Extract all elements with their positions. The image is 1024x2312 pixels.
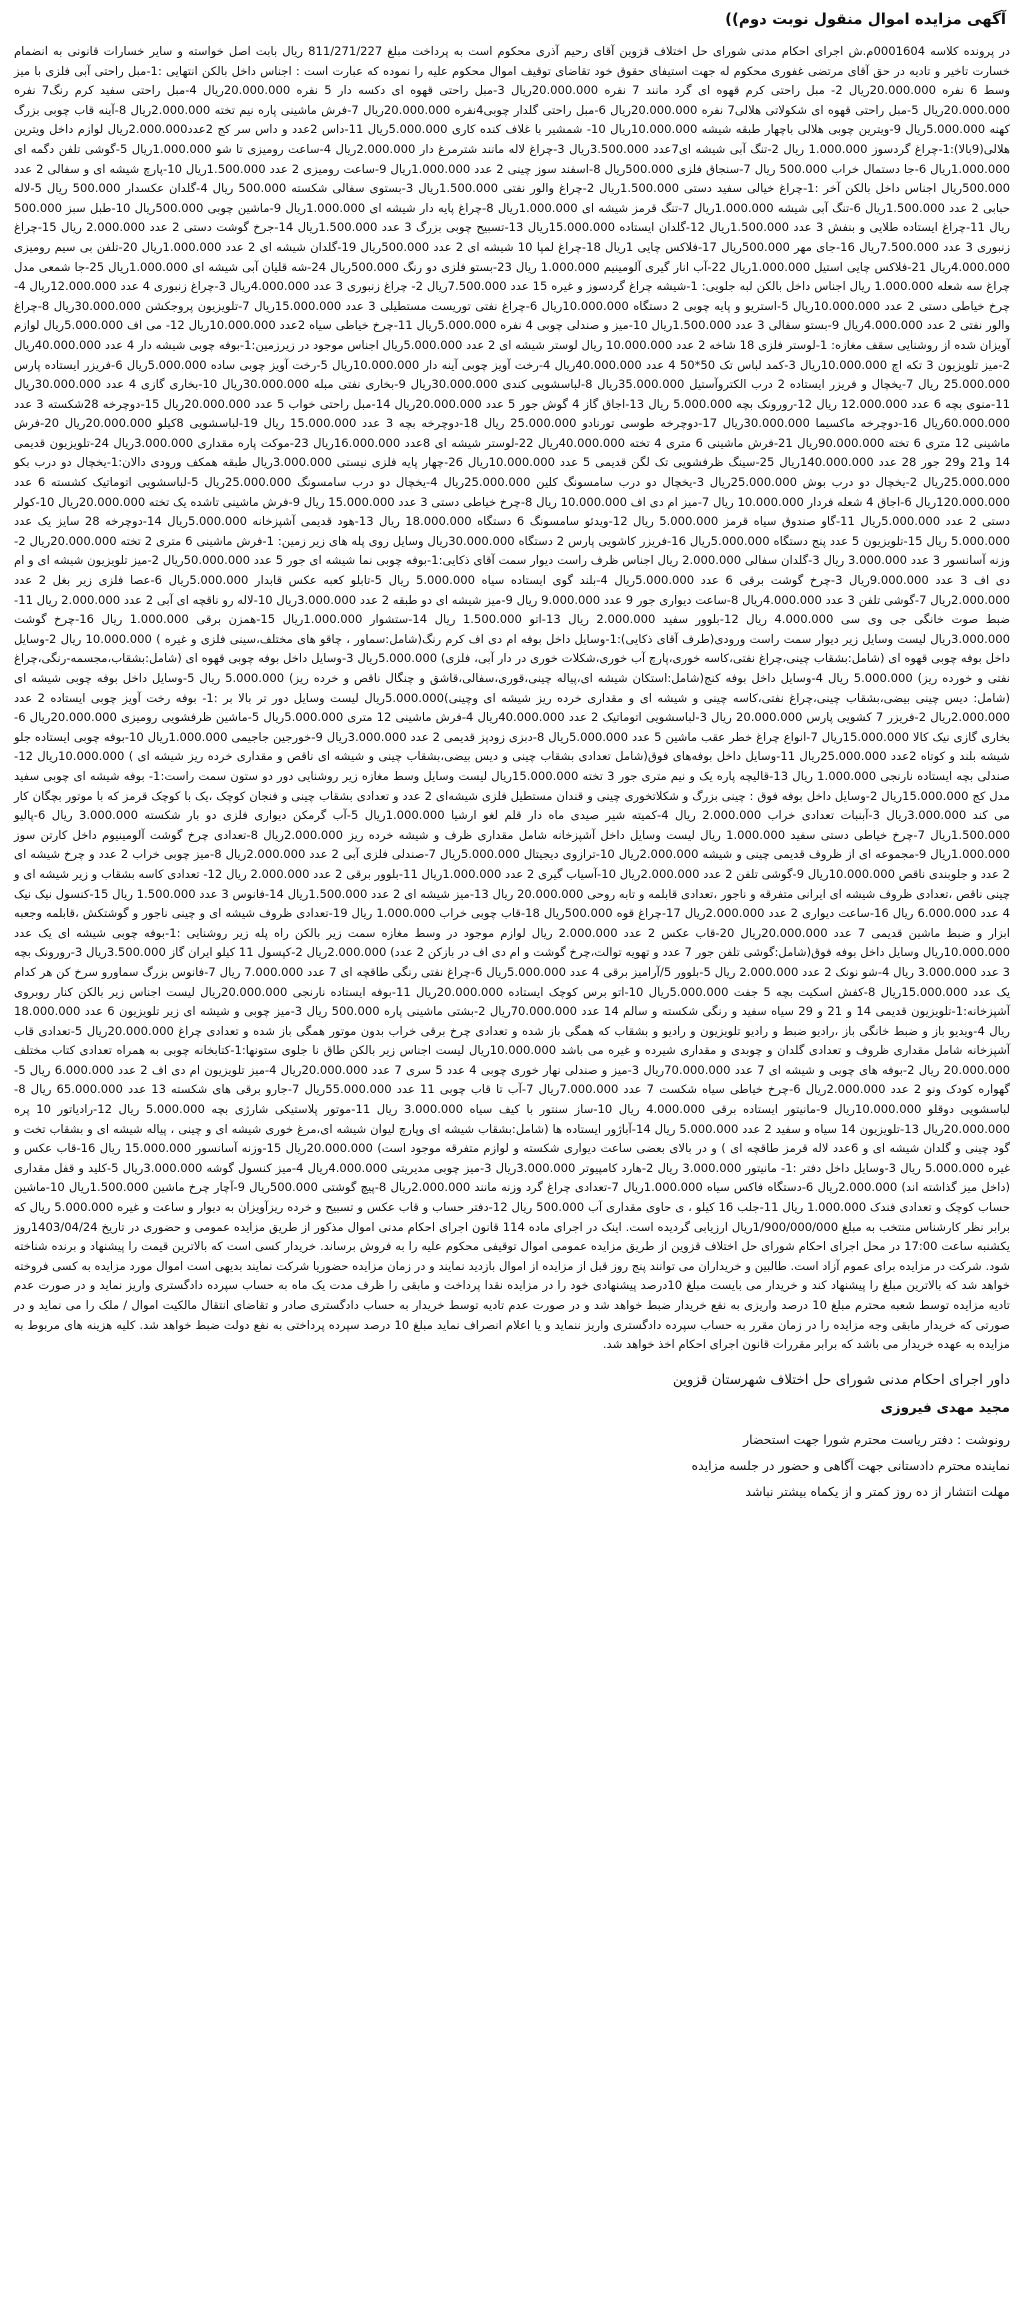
cc-line-3: مهلت انتشار از ده روز کمتر و از یکماه بیشتر نباشد [745, 1483, 1010, 1499]
notice-body: در پرونده کلاسه 0001604م.ش اجرای احکام مدنی شورای حل اختلاف قزوین آقای رحیم آذری محکوم است به پرداخت مبلغ 811/271/227 ریال بابت اصل خواسته و سایر خسارات قانونی به انضمام خسارت تاخیر و تادیه در حق آقای مرتضی غفوری محکوم له جهت استیفای حقوق خود تقاضای توقیف اموال محکوم علیه را نموده که عبارت است : اجناس داخل بالکن انتهایی :1-مبل راحتی آبی فلزی با میز وسط 6 نفره 20.000.000ریال 2- مبل راحتی کرم قهوه ای گرد مانند 7 نفره 20.000.000ریال 3-مبل راحتی قهوه ای دکسه دار 5 نفره 20.000.000ریال 4-مبل راحتی سفید کرم رنگ7 نفره 20.000.000ریال 5-مبل راحتی قهوه ای شکولاتی هلالی7 نفره 20.000.000ریال 6-مبل راحتی گلدار چوبی4نفره 20.000.000ریال 7-فرش ماشینی پاره نیم تخته 2.000.000ریال 8-آینه قاب چوبی بزرگ کهنه 5.000.000ریال 9-ویترین چوبی هلالی باچهار طبقه شیشه 10.000.000ریال 10- شمشیر با غلاف کنده کاری 5.000.000ریال 11-داس 2عدد و داس سر کج 2عدد2.000.000ریال لوازم داخل ویترین هلالی(9بالا):1-چراغ گردسوز 1.000.000 ریال 2-تنگ آبی شیشه ای7عدد 3.500.000ریال 3-چراغ لاله مانند شترمرغ دار 2.000.000ریال 4-ساعت رومیزی تا شو 1.000.000ریال 5-گوشی تلفن دگمه ای 1.000.000ریال 6-جا دستمال خراب 500.000 ریال 7-سنجاق فلزی 500.000ریال 8-اسفند سوز چینی 2 عدد 1.000.000ریال 9-ساعت رومیزی 2 عدد 1.500.000ریال 10-پارچ شیشه ای و سفالی 2 عدد 500.000ریال اجناس داخل بالکن آخر :1-چراغ خیالی سفید دستی 1.500.000ریال 2-چراغ والور نفتی 1.500.000ریال 3-بستوی سفالی شکسته 500.000 ریال 4-گلدان عکسدار 500.000 ریال 5-لاله حبابی 2 عدد 1.500.000ریال 6-تنگ آبی شیشه 1.000.000ریال 7-تنگ قرمز شیشه ای 1.000.000ریال 8-چراغ پایه دار شیشه ای 1.000.000ریال 9-ماشین چوبی 500.000ریال 10-طبل سبز 500.000 ریال 11-چراغ ایستاده طلایی و بنفش 3 عدد 1.500.000ریال 12-گلدان ایستاده 15.000.000ریال 13-تسبیح چوبی بزرگ 3 عدد 1.500.000ریال 14-جرخ گوشت دستی 2 عدد 2.000.000 ریال 15-چراغ زنبوری 3 عدد 7.500.000ریال 16-جای مهر 500.000ریال 17-فلاکس چایی 1ریال 18-چراغ لمپا 10 شیشه ای 2 عدد 500.000ریال 19-گلدان شیشه ای 2 عدد 1.000.000ریال 20-تلفن بی سیم رومیزی 4.000.000ریال 21-فلاکس چایی استیل 1.000.000ریال 22-آب انار گیری آلومینیم 1.000.000 ریال 23-بستو فلزی دو رنگ 500.000ریال 24-شه قلیان آبی شیشه ای 1.000.000ریال 25-جا شمعی مدل چراغ سه شعله 1.000.000 ریال اجناس داخل بالکن لبه جلویی: 1-شیشه چراغ گردسوز و غیره 15 عدد 7.500.000ریال 2- چراغ زنبوری 3 عدد 4.000.000ریال 3-چراغ زنبوری 4 عدد 12.000.000ریال 4-چرخ خیاطی دستی 2 عدد 10.000.000ریال 5-استریو و پایه چوبی 2 دستگاه 10.000.000ریال 6-چراغ نفتی توریست مستطیلی 3 عدد 15.000.000ریال 7-تلویزیون پروجکشن 30.000.000ریال 8-چراغ والور نفتی 2 عدد 4.000.000ریال 9-بستو سفالی 3 عدد 1.500.000ریال 10-میز و صندلی چوبی 4 نفره 5.000.000ریال 11-چرخ خیاطی سیاه 2عدد 10.000.000ریال 12- می اف 5.000.000ریال لوازم آویزان شده از روشنایی سقف مغازه: 1-لوستر فلزی 18 شاخه 2 عدد 10.000.000 ریال لوستر شیشه ای 2 عدد 5.000.000ریال اجناس موجود در زیرزمین:1-بوفه چوبی شیشه دار 4 عدد 40.000.000ریال 2-میز تلویزیون 3 تکه اچ 10.000.000ریال 3-کمد لباس تک 50*50 4 عدد 40.000.000ریال 4-رخت آویز چوبی آینه دار 10.000.000ریال 5-رخت آویز چوبی ساده 5.000.000ریال 6-فریزر ایستاده پارس 25.000.000 ریال 7-یخچال و فریزر ایستاده 2 درب الکتروآستیل 35.000.000ریال 8-لباسشویی کندی 30.000.000ریال 9-بخاری نفتی مبله 30.000.000ریال 10-بخاری گازی 4 عدد 30.000.000ریال 11-منوی بچه 6 عدد 12.000.000 ریال 12-رورونک بچه 5.000.000 ریال 13-اجاق گاز 4 گوش جور 5 عدد 20.000.000ریال 14-مبل راحتی خواب 5 عدد 20.000.000ریال 15-دوچرخه 28شکسته 3 عدد 60.000.000ریال 16-دوچرخه ماکسیما 30.000.000ریال 17-دوچرخه طوسی تورنادو 25.000.000 ریال 18-دوچرخه بچه 3 عدد 15.000.000 ریال 19-لباسشویی 8کیلو 20.000.000ریال 20-فرش ماشینی 12 متری 6 تخته 90.000.000ریال 21-فرش ماشینی 6 متری 4 تخته 40.000.000ریال 22-لوستر شیشه ای 8عدد 16.000.000ریال 23-موکت پاره مقداری 3.000.000ریال 24-تلویزیون قدیمی 14 و21 و29 جور 28 عدد 140.000.000ریال 25-سینگ ظرفشویی تک لگن قدیمی 5 عدد 10.000.000ریال 26-چهار پایه فلزی نیستی 3.000.000ریال طبقه همکف ورودی دالان:1-یخچال دو درب بکو 25.000.000ریال 2-یخچال دو درب بوش 25.000.000ریال 3-یخچال دو درب سامسونگ کلین 25.000.000ریال 4-یخچال دو درب سامسونگ 25.000.000ریال 5-لباسشویی اتوماتیک کشسته 6 عدد 120.000.000ریال 6-اجاق 4 شعله فردار 10.000.000 ریال 7-میز ام دی اف 10.000.000 ریال 8-چرخ خیاطی دستی 3 عدد 15.000.000 ریال 9-فرش ماشینی تاشده یک تخته 20.000.000ریال 10-کولر دستی 2 عدد 5.000.000ریال 11-گاو صندوق سیاه قرمز 5.000.000 ریال 12-ویدئو سامسونگ 6 دستگاه 18.000.000 ریال 13-هود قدیمی آشپزخانه 5.000.000ریال 14-دوچرخه 28 سایز یک عدد 5.000.000 ریال 15-تلویزیون 5 عدد پنج دستگاه 5.000.000ریال 16-فریزر کاشویی پارس 2 دستگاه 30.000.000ریال وسایل روی پله های زیر زمین: 1-فرش ماشینی 6 متری 2 تخته 20.000.000ریال 2-وزنه آسانسور 3 عدد 3.000.000 ریال 3-گلدان سفالی 2.000.000 ریال اجناس ظرف راست دیوار سمت آقای ذکایی:1-بوفه چوبی نما شیشه ای جور 5 عدد 50.000.000ریال 2-میز تلویزیون شیشه ای و ام دی اف 3 عدد 9.000.000ریال 3-چرخ گوشت برقی 6 عدد 5.000.000ریال 4-بلند گوی ایستاده سیاه 5.000.000 ریال 5-تابلو کعبه عکس قابدار 5.000.000ریال 6-عصا فلزی زیر بغل 2 عدد 2.000.000ریال 7-گوشی تلفن 3 عدد 4.000.000ریال 8-ساعت دیواری جور 9 عدد 9.000.000 ریال 9-میز شیشه ای دو طبقه 2 عدد 3.000.000ریال 10-لاله رو ناقچه ای آبی 2 عدد 2.000.000 ریال 11-ضبط صوت خانگی جی وی سی 4.000.000 ریال 12-بلوور سفید 2.000.000 ریال 13-اتو 1.500.000 ریال 14-ستشوار 1.000.000ریال 15-همزن برقی 1.000.000 ریال 16-چرخ گوشت 3.000.000ریال لیست وسایل زیر دیوار سمت راست ورودی(طرف آقای ذکایی):1-وسایل داخل بوفه ام دی اف کرم رنگ(شامل:سماور ، چاقو های مختلف،سینی فلزی و غیره ) 10.000.000 ریال 2-وسایل داخل بوفه چوبی قهوه ای (شامل:بشقاب چینی،چراغ نفتی،کاسه خوری،پارچ آب خوری،شکلات خوری در دار آبی، فلزی) 5.000.000ریال 3-وسایل داخل بوفه چوبی قهوه ای (شامل:بشقاب،مجسمه-رنگی،چراغ نفتی و خورده ریز) 5.000.000 ریال 4-وسایل داخل بوفه کنج(شامل:استکان شیشه ای،پیاله چینی،قوری،سفالی،قاشق و چنگال ناقص و خرده ریز) 5.000.000 ریال 5-وسایل داخل بوفه چوبی شیشه ای (شامل: دیس چینی بیضی،بشقاب چینی،چراغ نفتی،کاسه چینی و شیشه ای و مقداری خرده ریز شیشه ای وچینی)5.000.000ریال لیست وسایل دور تر بالا بر :1- بوفه رخت آویز چوبی ایستاده 2 عدد 2.000.000ریال 2-فریزر 7 کشویی پارس 20.000.000 ریال 3-لباسشویی اتوماتیک 2 عدد 40.000.000ریال 4-فرش ماشینی 12 متری 5.000.000ریال 5-ماشین ظرفشویی رومیزی 20.000.000ریال 6-بخاری گازی نیک کالا 15.000.000ریال 7-انواع چراغ خطر عقب ماشین 5 عدد 5.000.000ریال 8-دبزی زودپز قدیمی 2 عدد 3.000.000ریال 9-خورجین جاجیمی 1.000.000ریال 10-بوفه چوبی ایستاده جلو شیشه بلند و کوتاه 2عدد 25.000.000ریال 11-وسایل داخل بوفه‌های فوق(شامل تعدادی بشقاب چینی و دیس بیضی،بشقاب چینی و شیشه ای ناقص و مقداری خرده ریز شیشه ای ) 10.000.000ریال 12-صندلی بچه ایستاده نارنجی 1.000.000 ریال 13-قالیچه پاره یک و نیم متری جور 3 تخته 15.000.000ریال لیست وسایل وسط مغازه زیر روشنایی دور دو ستون سمت راست:1- بوفه شیشه ای چوبی سفید مدل کج 15.000.000ریال 2-وسایل داخل بوفه فوق : چینی بزرگ و شکلاتخوری چینی و قندان مستطیل فلزی شیشه‌ای 2 عدد و تعدادی بشقاب چینی و فنجان کوچک ،یک با کوچک قرمز که با موتور بچگان کار می کند 3.000.000ریال 3-آبنبات تعدادی خراب 2.000.000 ریال 4-کمیته شیر صیدی ماه دار قلم لغو ارشیا 1.000.000ریال 5-آب گرمکن دیواری فلزی دو بار شکسته 3.000.000 ریال 6-پالیو 1.500.000ریال 7-چرخ خیاطی دستی سفید 1.000.000 ریال لیست وسایل داخل آشپزخانه شامل مقداری ظرف و شیشه خرده ریز 2.000.000ریال 8-تعدادی چرخ گوشت آلومینیوم داخل کارتن سوز 1.000.000ریال 9-مجموعه ای از ظروف قدیمی چینی و شیشه 2.000.000ریال 10-ترازوی دیجیتال 5.000.000ریال 7-صندلی فلزی آبی 2 عدد 2.000.000ریال 8-میز چوبی خراب 2 عدد و چرخ شیشه ای 2 عدد و جلوبندی ناقص 10.000.000ریال 9-گوشی تلفن 2 عدد 2.000.000ریال 10-آسیاب گیری 2 عدد 1.000.000ریال 11-بلوور برقی 2 عدد 2.000.000 ریال 12- تعدادی کاسه بشقاب و زیر شیشه ای و چینی ناقص ،تعدادی ظروف شیشه ای ایرانی متفرقه و ناجور ،تعدادی قابلمه و تابه روحی 20.000.000 ریال 13-میز شیشه ای 2 عدد 1.500.000ریال 14-فانوس 3 عدد 1.500.000 ریال 15-کنسول نیک نیک 4 عدد 6.000.000 ریال 16-ساعت دیواری 2 عدد 2.000.000ریال 17-چراغ قوه 500.000ریال 18-قاب چوبی خراب 1.000.000 ریال 19-تعدادی ظروف شیشه ای و چینی ناجور و گوشتکش ،قابلمه وجعبه ابزار و ضبط ماشین قدیمی 7 عدد 20.000.000ریال 20-قاب عکس 2 عدد 2.000.000 ریال لوازم موجود در وسط مغازه سمت زیر بالکن راه پله زیر روشنایی :1-بوفه چوبی شیشه ای یک عدد 10.000.000ریال وسایل داخل بوفه فوق(شامل:گوشی تلفن جور 7 عدد و تهویه توالت،چرخ گوشت و ام دی اف در بازکن 2 عدد) 2.000.000ریال 2-کپسول 11 کیلو ایران گاز 3.500.000ریال 3-رورونک بچه 3 عدد 3.000.000 ریال 4-شو نونک 2 عدد 2.000.000 ریال 5-بلوور 5/آرامیز برقی 4 عدد 5.000.000ریال 6-چراغ نفتی رنگی طاقچه ای 7 عدد 7.000.000 ریال 7-فانوس بزرگ سماورو سرخ کن هر کدام یک عدد 15.000.000ریال 8-کفش اسکیت بچه 5 جفت 5.000.000ریال 10-اتو برس کوچک ایستاده 20.000.000ریال 11-بوفه ایستاده نارنجی 20.000.000ریال لیست اجناس زیر بالکن کنار روبروی آشپزخانه:1-تلویزیون قدیمی 14 و 21 و 29 سیاه سفید و رنگی شکسته و سالم 14 عدد 70.000.000ریال 2-بشتی ماشینی پاره 500.000 ریال 3-میز چوبی و شیشه ای زیر تلویزیون 6 عدد 18.000.000 ریال 4-ویدیو باز و ضبط خانگی باز ،رادیو ضبط و رادیو تلویزیون و رادیو و بشقاب که همگی باز شده و تعدادی چرخ برقی خراب بدون موتور همگی باز شده و تعدادی چراغ 20.000.000ریال 5-تعدادی قاب آشپزخانه شامل مقداری ظروف و تعدادی گلدان و چوبدی و مقداری شیرده و غیره می باشد 10.000.000ریال لیست اجناس زیر بالکن طاق نا جلوی ستونها:1-کتابخانه چوبی به همراه تعدادی کتاب مختلف 20.000.000 ریال 2-بوفه های چوبی و شیشه ای 7 عدد 70.000.000ریال 3-میز و صندلی نهار خوری چوبی 4 عدد 5 سری 7 عدد 20.000.000ریال 4-میز تلویزیون ام دی اف 2 عدد 6.000.000 ریال 5-گهواره کودک ونو 2 عدد 2.000.000ریال 6-چرخ خیاطی سیاه شکست 7 عدد 7.000.000ریال 7-آب تا قاب چوبی 11 عدد 55.000.000ریال 7-جارو برقی های شکسته 13 عدد 65.000.000 ریال 8-لباسشویی دوقلو 10.000.000ریال 9-مانیتور ایستاده برقی 4.000.000 ریال 10-ساز سنتور با کیف سیاه 3.000.000 ریال 11-موتور پلاستیکی شارژی بچه 5.000.000 ریال 12-رادیاتور 10 پره 20.000.000ریال 13-تلویزیون 14 سیاه و سفید 2 عدد 5.000.000 ریال 14-آباژور ایستاده ها (شامل:بشقاب شیشه ای وپارچ لیوان شیشه ای،مرغ خوری شیشه ای و چینی ، پیاله شیشه ای و بشقاب تخت و گود چینی و گلدان شیشه ای و 6عدد لاله قرمز طاقچه ای ) و در بالای بعضی ساعت دیواری شکسته و لوازم متفرقه موجود است) 20.000.000ریال 15-وزنه آسانسور 15.000.000 ریال 16-قاب عکس و غیره 5.000.000 ریال 3-وسایل داخل دفتر :1- مانیتور 3.000.000 ریال 2-هارد کامپیوتر 3.000.000ریال 3-میز چوبی مدیریتی 4.000.000ریال 4-میز کنسول گوشه 3.000.000ریال 5-کلید و قفل مقداری (داخل میز گذاشته اند) 2.000.000ریال 6-دستگاه فاکس سیاه 1.000.000ریال 7-تعدادی چراغ گرد وزنه مانند 2.000.000ریال 8-پیچ گوشتی 500.000ریال 9-آچار چرخ ماشین 1.500.000ریال 10-ماشین حساب کوچک و تعدادی فندک 1.000.000 ریال 11-جلب 16 کیلو ، ی حاوی مقداری آب 500.000 ریال 12-دفتر حساب و قاب عکس و تسبیح و خرده ریزآویزان به دیوار و ساعت و غیره 5.000.000 ریال که برابر نظر کارشناس منتخب به مبلغ 1/900/000/000ریال ارزیابی گردیده است. اینک در اجرای ماده 114 قانون اجرای احکام مدنی اموال مذکور از طریق مزایده عمومی و حضوری در تاریخ 1403/04/24روز یکشنبه ساعت 17:00 در محل اجرای احکام شورای حل اختلاف قزوین از طریق مزایده عمومی اموال توقیفی محکوم علیه را به فروش برساند. خریدار کسی است که بالاترین قیمت را پیشنهاد و برنده شناخته شود. شرکت در مزایده برای عموم آزاد است. طالبین و خریداران می توانند پنج روز قبل از مزایده از اموال بازدید نمایند و در زمان مزایده حضوریا شرکت نمایند بدیهی است اموال مورد مزایده به کسی فروخته خواهد شد که بالاترین مبلغ را پیشنهاد کند و خریدار می بایست مبلغ 10درصد پیشنهادی خود را در مزایده نقدا پرداخت و مابقی را ظرف مدت یک ماه به حساب سپرده دادگستری واریز نماید و در صورت عدم تادیه مزایده توسط شعبه محترم مبلغ 10 درصد واریزی به نفع خریدار ضبط خواهد شد و در صورت عدم تادیه توسط خریدار به حساب دادگستری صادر و تقاضای انتقال مالکیت اموال / ملک را می نماید و در صورتی که خریدار مابقی وجه مزایده را در زمان مقرر به حساب سپرده دادگستری واریز ننماید و یا اعلام انصراف نماید مبلغ 10 درصد سپرده پرداختی به نفع دولت ضبط خواهد شد. کلیه هزینه های مربوط به مزایده به عهده خریدار می باشد که برابر مقررات قانون اجرای احکام اخذ خواهد شد. [14, 44, 1011, 1352]
cc-line-1: رونوشت : دفتر ریاست محترم شورا جهت استحضار [743, 1431, 1010, 1447]
cc-line-2: نماینده محترم دادستانی جهت آگاهی و حضور در جلسه مزایده [691, 1457, 1010, 1473]
auction-notice [14, 6, 1010, 1507]
signature-office: داور اجرای احکام مدنی شورای حل اختلاف شهرستان قزوین [672, 1371, 1010, 1388]
cc-block [14, 1429, 1010, 1503]
notice-title: آگهی مزایده اموال منقول نوبت دوم)) [725, 10, 1006, 28]
signature-name: مجید مهدی فیروزی [880, 1399, 1010, 1416]
signature-block [14, 1369, 1010, 1419]
